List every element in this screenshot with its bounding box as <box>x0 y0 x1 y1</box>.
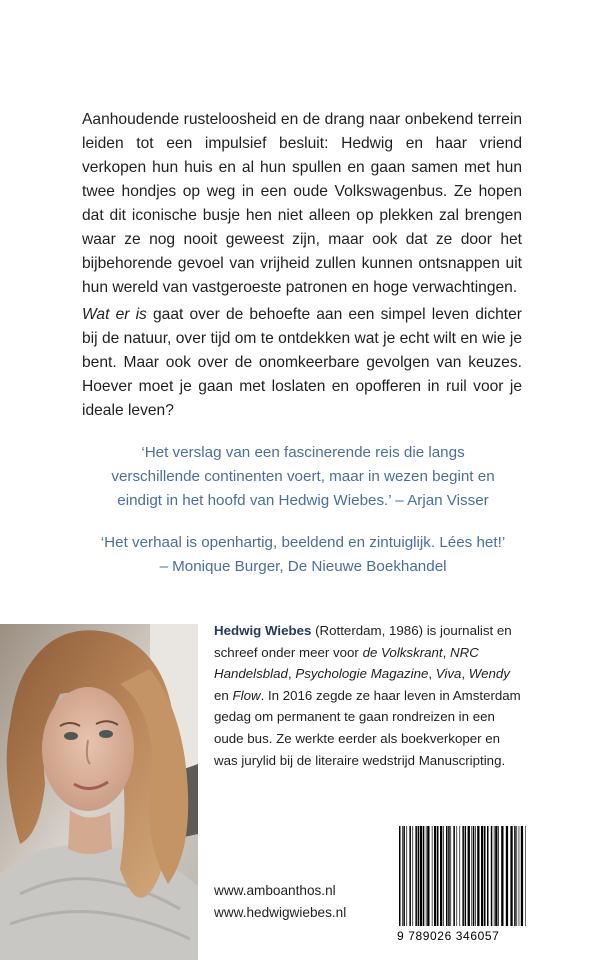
bio-text-2: , <box>442 644 451 660</box>
barcode-bar <box>402 826 403 926</box>
barcode-bar <box>519 826 520 926</box>
barcode-bar <box>484 826 486 926</box>
barcode-bar <box>443 826 444 926</box>
barcode-bar <box>434 826 436 926</box>
author-photo <box>0 624 198 960</box>
barcode-bar <box>477 826 479 926</box>
barcode-bar <box>399 826 401 926</box>
barcode-bar <box>448 826 450 926</box>
barcode-bar <box>475 826 476 926</box>
barcode-bar <box>423 826 425 926</box>
barcode-bar <box>487 826 489 926</box>
bio-text-7: . In 2016 zegde ze haar leven in Amsterdam gedag om permanent te gaan rondreizen in een oude bus. Ze werkte eerder als boekverkoper en was jurylid bij de literaire wedstrijd Manuscripting. <box>214 687 521 768</box>
barcode-bar <box>506 826 508 926</box>
bio-text-3: , <box>287 666 296 682</box>
barcode-bar <box>432 826 433 926</box>
barcode-bar <box>450 826 451 926</box>
barcode-bar <box>412 826 413 926</box>
barcode-bar <box>462 826 464 926</box>
bio-publication-6: Flow <box>232 687 261 703</box>
website-links <box>214 880 346 924</box>
barcode-bar <box>465 826 467 926</box>
barcode-bar <box>514 826 516 926</box>
barcode-bar <box>525 826 526 926</box>
barcode <box>399 826 526 926</box>
blurb-paragraph-2-text: gaat over de behoefte aan een simpel leven dichter bij de natuur, over tijd om te ontdekken wat je echt wilt en wie je bent. Maar ook over de onomkeerbare gevolgen van keuzes. Hoever moet je gaan met loslaten en opofferen in ruil voor je ideale leven? <box>82 306 522 419</box>
author-bio <box>214 620 526 771</box>
bio-text-5: , <box>461 666 469 682</box>
barcode-bar <box>501 826 503 926</box>
barcode-bar <box>456 826 457 926</box>
bio-publication-5: Wendy <box>468 666 510 682</box>
bio-publication-4: Viva <box>435 666 462 682</box>
barcode-bar <box>403 826 405 926</box>
book-title: Wat er is <box>82 306 147 323</box>
barcode-bar <box>406 826 407 926</box>
barcode-bar <box>481 826 483 926</box>
bio-publication-2: NRC Handelsblad <box>214 644 479 682</box>
review-quote-2: ‘Het verhaal is openhartig, beeldend en zintuiglijk. Lées het!’ – Monique Burger, De Nieuwe Boekhandel <box>100 534 506 575</box>
barcode-bar <box>498 826 499 926</box>
blurb-paragraph-1: Aanhoudende rusteloosheid en de drang naar onbekend terrein leiden tot een impulsief besluit: Hedwig en haar vriend verkopen hun huis en al hun spullen en gaan samen met hun twee hondjes op weg in een oude Volkswagenbus. Ze hopen dat dit iconische busje hen niet alleen op plekken zal brengen waar ze nog nooit geweest zijn, maar ook dat ze door het bijbehorende gevoel van vrijheid zullen kunnen ontsnappen uit hun wereld van vastgeroeste patronen en hoge verwachtingen. <box>82 111 522 296</box>
barcode-bar <box>459 826 460 926</box>
barcode-bar <box>440 826 442 926</box>
barcode-bar <box>516 826 517 926</box>
publisher-website-link[interactable]: www.amboanthos.nl <box>214 883 336 898</box>
author-website-link[interactable]: www.hedwigwiebes.nl <box>214 905 347 920</box>
barcode-bar <box>418 826 420 926</box>
barcode-bar <box>427 826 429 926</box>
barcode-bar <box>468 826 470 926</box>
barcode-bar <box>510 826 512 926</box>
barcode-bar <box>426 826 427 926</box>
bio-publication-3: Psychologie Magazine <box>295 666 429 682</box>
review-quote-1: ‘Het verslag van een fascinerende reis die langs verschillende continenten voert, maar in wezen begint en eindigt in het hoofd van Hedwig Wiebes.’ – Arjan Visser <box>111 444 495 509</box>
barcode-bar <box>471 826 472 926</box>
barcode-bar <box>415 826 417 926</box>
barcode-bar <box>437 826 439 926</box>
barcode-bar <box>420 826 422 926</box>
bio-text-1: (Rotterdam, 1986) is journalist en schreef onder meer voor <box>214 623 512 660</box>
bio-text-6: en <box>214 687 233 703</box>
barcode-bar <box>521 826 523 926</box>
barcode-bar <box>473 826 475 926</box>
isbn-number: 9 789026 346057 <box>397 929 500 943</box>
barcode-bar <box>446 826 448 926</box>
barcode-bar <box>409 826 411 926</box>
bio-text-4: , <box>428 666 436 682</box>
barcode-bar <box>491 826 493 926</box>
barcode-bar <box>494 826 495 926</box>
barcode-bar <box>495 826 497 926</box>
author-name: Hedwig Wiebes <box>214 623 312 638</box>
bio-publication-1: de Volkskrant <box>362 644 443 660</box>
barcode-bar <box>453 826 455 926</box>
blurb-paragraph-2 <box>82 303 522 423</box>
